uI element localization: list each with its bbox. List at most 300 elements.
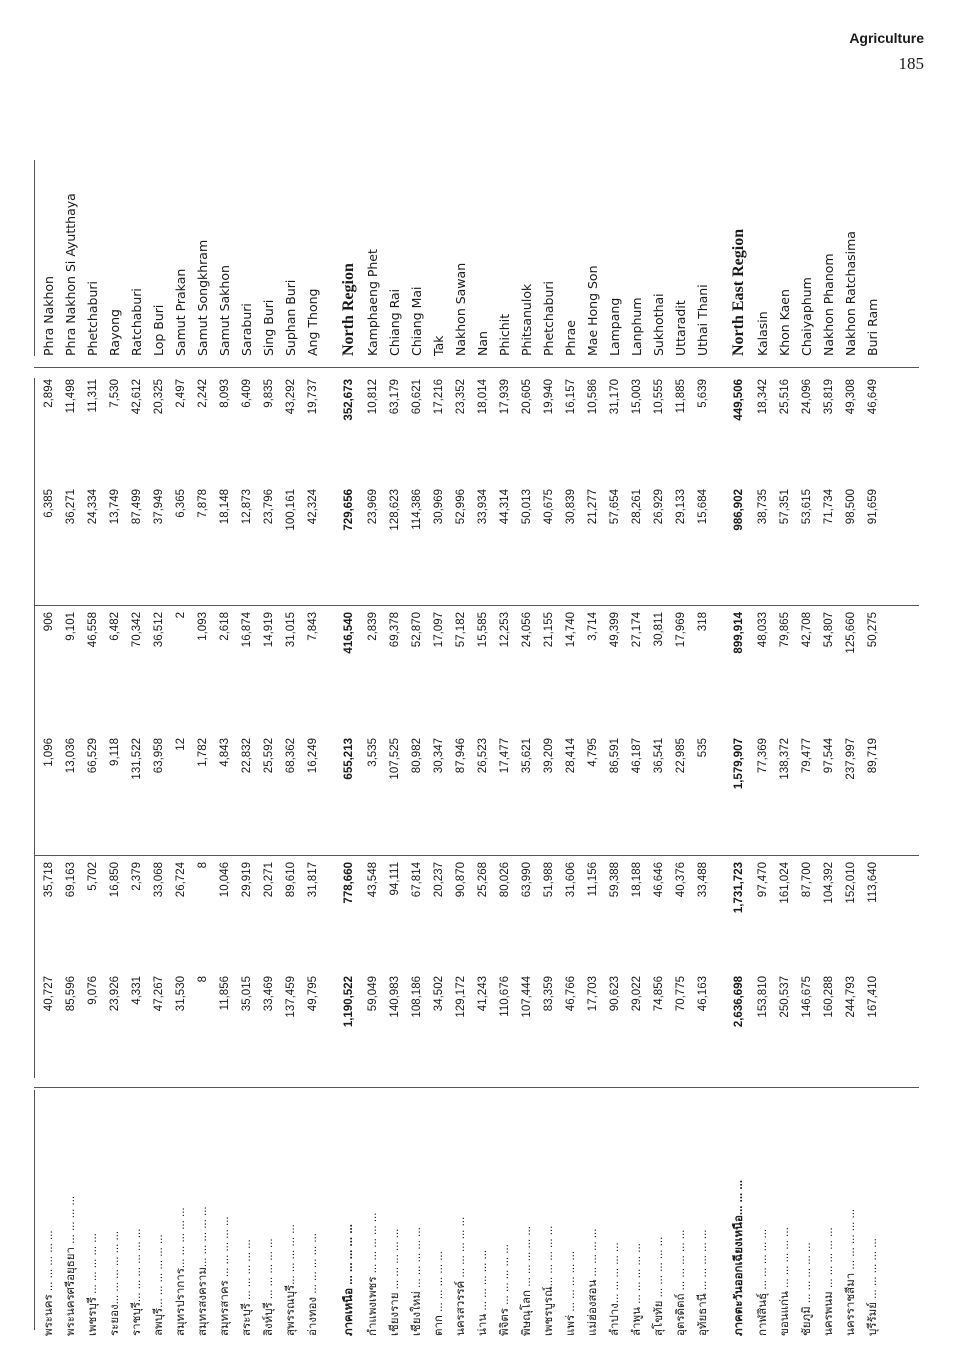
table-row (582, 156, 604, 1336)
english-province-label: Uthai Thani (695, 284, 710, 356)
value-cell: 42,612 (131, 379, 143, 415)
english-province-label: Buri Ram (865, 298, 880, 356)
statistics-table (32, 156, 932, 1336)
table-row (428, 156, 450, 1336)
thai-province-label: นครราชสีมา ... ... ... ... ... (845, 1208, 857, 1336)
thai-province-label: กำแพงเพชร ... ... ... ... ... (367, 1212, 379, 1336)
value-cell: 28,261 (631, 489, 643, 525)
table-row (302, 156, 324, 1336)
value-cell: 2,618 (219, 612, 231, 641)
english-province-label: Uttaradit (673, 300, 688, 356)
english-province-label: Chiang Mai (409, 286, 424, 356)
value-cell: 27,174 (631, 612, 643, 648)
value-cell: 46,766 (565, 976, 577, 1012)
value-cell: 129,172 (455, 976, 467, 1018)
value-cell: 52,996 (455, 489, 467, 525)
region-total-row (728, 156, 750, 1336)
value-cell: 24,096 (801, 379, 813, 415)
value-cell: 152,010 (845, 862, 857, 904)
value-cell: 6,482 (109, 612, 121, 641)
english-province-label: Phra Nakhon (41, 276, 56, 356)
value-cell: 8 (197, 862, 209, 869)
value-cell: 31,606 (565, 862, 577, 898)
value-cell: 43,292 (285, 379, 297, 415)
value-cell: 40,675 (543, 489, 555, 525)
value-cell: 91,659 (867, 489, 879, 525)
value-cell: 138,372 (779, 738, 791, 780)
value-cell: 50,013 (521, 489, 533, 525)
thai-province-label: เชียงราย ... ... ... ... ... (389, 1228, 401, 1336)
value-cell: 10,586 (587, 379, 599, 415)
value-cell: 16,850 (109, 862, 121, 898)
thai-province-label: บุรีรัมย์ ... ... ... ... ... (867, 1238, 879, 1336)
value-cell: 2,894 (43, 379, 55, 408)
english-province-label: Lanphum (629, 297, 644, 356)
english-province-label: Khon Kaen (777, 289, 792, 356)
value-cell: 36,271 (65, 489, 77, 525)
english-province-label: Samut Prakan (173, 268, 188, 356)
value-cell: 11,156 (587, 862, 599, 897)
english-province-label: Phitsanulok (519, 283, 534, 356)
thai-province-label: นครสวรรค์ ... ... ... ... ... (455, 1216, 467, 1336)
value-cell: 18,342 (757, 379, 769, 415)
value-cell: 69,163 (65, 862, 77, 898)
english-province-label: Samut Songkhram (195, 239, 210, 356)
value-cell: 51,988 (543, 862, 555, 898)
value-cell: 83,359 (543, 976, 555, 1012)
thai-province-label: สิงห์บุรี ... ... ... ... ... (263, 1238, 275, 1336)
value-cell: 89,719 (867, 738, 879, 774)
value-cell: 244,793 (845, 976, 857, 1018)
value-cell: 4,843 (219, 738, 231, 767)
value-cell: 39,209 (543, 738, 555, 774)
value-cell: 33,068 (153, 862, 165, 898)
value-cell: 2 (175, 612, 187, 619)
value-cell: 42,324 (307, 489, 319, 525)
value-cell: 19,940 (543, 379, 555, 415)
value-cell: 79,865 (779, 612, 791, 648)
value-cell: 52,870 (411, 612, 423, 648)
value-cell: 86,591 (609, 738, 621, 774)
thai-province-label: พระนครศรีอยุธยา ... ... ... ... (65, 1195, 77, 1336)
value-cell: 11,498 (65, 379, 77, 414)
value-cell: 53,615 (801, 489, 813, 525)
value-cell: 12,873 (241, 489, 253, 525)
value-cell: 97,544 (823, 738, 835, 774)
value-cell: 8 (197, 976, 209, 983)
value-cell: 87,499 (131, 489, 143, 525)
value-cell: 110,676 (499, 976, 511, 1017)
value-cell: 535 (697, 738, 709, 758)
table-row (384, 156, 406, 1336)
thai-province-label: ราชบุรี... ... ... ... ... ... (131, 1228, 143, 1336)
value-cell: 15,003 (631, 379, 643, 415)
value-cell: 67,814 (411, 862, 423, 898)
value-cell: 33,488 (697, 862, 709, 898)
value-cell: 131,522 (131, 738, 143, 780)
thai-province-label: ภาคตะวันออกเฉียงเหนือ... ... ... (733, 1179, 745, 1336)
value-cell: 14,740 (565, 612, 577, 648)
thai-province-label: แม่ฮ่องสอน ... ... ... ... (587, 1228, 599, 1336)
region-total-row (338, 156, 360, 1336)
value-cell: 31,170 (609, 379, 621, 415)
value-cell: 11,885 (675, 379, 687, 414)
english-province-label: Chaiyaphum (799, 277, 814, 356)
value-cell: 48,033 (757, 612, 769, 648)
thai-province-label: อุตรดิตถ์ ... ... ... ... ... (675, 1229, 687, 1336)
value-cell: 97,470 (757, 862, 769, 898)
value-cell: 69,378 (389, 612, 401, 648)
value-cell: 17,216 (433, 379, 445, 415)
value-cell: 108,186 (411, 976, 423, 1018)
table-row (692, 156, 714, 1336)
value-cell: 6,365 (175, 489, 187, 518)
value-cell: 899,914 (733, 612, 745, 654)
value-cell: 107,525 (389, 738, 401, 780)
value-cell: 18,148 (219, 489, 231, 525)
thai-province-label: ขอนแก่น ... ... ... ... ... (779, 1227, 791, 1336)
table-row (60, 156, 82, 1336)
table-row (862, 156, 884, 1336)
english-province-label: Ang Thong (305, 288, 320, 356)
value-cell: 986,902 (733, 489, 745, 531)
value-cell: 29,133 (675, 489, 687, 525)
value-cell: 12 (175, 738, 187, 751)
page-header (849, 30, 924, 74)
thai-province-label: น่าน ... ... ... ... ... (477, 1249, 489, 1336)
table-row (38, 156, 60, 1336)
value-cell: 31,015 (285, 612, 297, 648)
table-row (126, 156, 148, 1336)
value-cell: 36,541 (653, 738, 665, 774)
thai-province-label: ระยอง... ... ... ... ... ... (109, 1230, 121, 1336)
value-cell: 14,919 (263, 612, 275, 648)
english-province-label: Nakhon Ratchasima (843, 231, 858, 356)
value-cell: 24,334 (87, 489, 99, 525)
value-cell: 6,409 (241, 379, 253, 408)
value-cell: 90,623 (609, 976, 621, 1012)
page-number: 185 (898, 54, 924, 73)
value-cell: 87,946 (455, 738, 467, 774)
english-province-label: Samut Sakhon (217, 265, 232, 356)
value-cell: 31,530 (175, 976, 187, 1012)
thai-province-label: อุทัยธานี ... ... ... ... ... (697, 1229, 709, 1336)
value-cell: 655,213 (343, 738, 355, 780)
value-cell: 140,983 (389, 976, 401, 1018)
english-province-label: Kalasin (755, 311, 770, 356)
table-row (648, 156, 670, 1336)
value-cell: 59,049 (367, 976, 379, 1012)
value-cell: 10,555 (653, 379, 665, 415)
table-row (818, 156, 840, 1336)
table-row (560, 156, 582, 1336)
value-cell: 16,157 (565, 379, 577, 415)
value-cell: 8,093 (219, 379, 231, 408)
table-row (670, 156, 692, 1336)
table-row (406, 156, 428, 1336)
table-row (148, 156, 170, 1336)
english-province-label: Sing Buri (261, 299, 276, 356)
table-row (280, 156, 302, 1336)
value-cell: 38,735 (757, 489, 769, 525)
value-cell: 1,190,522 (343, 976, 355, 1028)
value-cell: 2,379 (131, 862, 143, 891)
table-row (516, 156, 538, 1336)
table-row (840, 156, 862, 1336)
value-cell: 104,392 (823, 862, 835, 904)
value-cell: 3,714 (587, 612, 599, 641)
value-cell: 16,874 (241, 612, 253, 648)
table-row (214, 156, 236, 1336)
value-cell: 11,311 (87, 379, 99, 413)
value-cell: 2,839 (367, 612, 379, 641)
thai-province-label: ชัยภูมิ ... ... ... ... ... (801, 1242, 813, 1336)
value-cell: 47,267 (153, 976, 165, 1012)
value-cell: 9,101 (65, 612, 77, 641)
value-cell: 10,046 (219, 862, 231, 898)
value-cell: 4,331 (131, 976, 143, 1005)
value-cell: 2,497 (175, 379, 187, 408)
value-cell: 46,187 (631, 738, 643, 774)
value-cell: 20,271 (263, 862, 275, 898)
thai-province-label: เพชรบูรณ์... ... ... ... ... (543, 1225, 555, 1336)
thai-province-label: ตาก ... ... ... ... ... (433, 1251, 445, 1336)
value-cell: 18,188 (631, 862, 643, 898)
value-cell: 37,949 (153, 489, 165, 525)
value-cell: 113,640 (867, 862, 879, 903)
value-cell: 26,929 (653, 489, 665, 525)
value-cell: 19,737 (307, 379, 319, 415)
value-cell: 40,727 (43, 976, 55, 1012)
value-cell: 23,796 (263, 489, 275, 525)
value-cell: 71,734 (823, 489, 835, 525)
value-cell: 30,839 (565, 489, 577, 525)
value-cell: 43,548 (367, 862, 379, 898)
english-province-label: North East Region (730, 228, 747, 356)
value-cell: 46,558 (87, 612, 99, 648)
value-cell: 44,314 (499, 489, 511, 525)
english-province-label: Tak (431, 335, 446, 356)
value-cell: 31,817 (307, 862, 319, 898)
table-row (362, 156, 384, 1336)
value-cell: 60,621 (411, 379, 423, 415)
value-cell: 11,856 (219, 976, 231, 1011)
value-cell: 15,585 (477, 612, 489, 648)
value-cell: 107,444 (521, 976, 533, 1018)
value-cell: 20,325 (153, 379, 165, 415)
english-province-label: Suphan Buri (283, 279, 298, 356)
table-row (450, 156, 472, 1336)
thai-province-label: พระนคร ... ... ... ... ... (43, 1230, 55, 1336)
value-cell: 20,237 (433, 862, 445, 898)
value-cell: 17,477 (499, 738, 511, 774)
value-cell: 49,795 (307, 976, 319, 1012)
value-cell: 25,516 (779, 379, 791, 415)
english-province-label: Phra Nakhon Si Ayutthaya (63, 193, 78, 356)
value-cell: 57,351 (779, 489, 791, 525)
thai-province-label: ลำปาง... ... ... ... ... (609, 1242, 621, 1336)
value-cell: 21,277 (587, 489, 599, 525)
value-cell: 17,969 (675, 612, 687, 648)
value-cell: 42,708 (801, 612, 813, 648)
value-cell: 7,530 (109, 379, 121, 408)
value-cell: 59,388 (609, 862, 621, 898)
value-cell: 30,811 (653, 612, 665, 647)
english-province-label: Lop Buri (151, 304, 166, 356)
value-cell: 87,700 (801, 862, 813, 898)
thai-province-label: เชียงใหม่ ... ... ... ... ... (411, 1227, 423, 1336)
value-cell: 23,352 (455, 379, 467, 415)
value-cell: 30,969 (433, 489, 445, 525)
value-cell: 36,512 (153, 612, 165, 648)
english-province-label: Phetchaburi (541, 281, 556, 356)
value-cell: 29,022 (631, 976, 643, 1012)
rule-top-values (34, 378, 35, 1078)
value-cell: 66,529 (87, 738, 99, 774)
thai-province-label: แพร่ ... ... ... ... ... (565, 1250, 577, 1336)
value-cell: 49,308 (845, 379, 857, 415)
value-cell: 4,795 (587, 738, 599, 767)
english-province-label: North Region (340, 263, 357, 356)
value-cell: 23,926 (109, 976, 121, 1012)
table-row (626, 156, 648, 1336)
english-province-label: Nakhon Sawan (453, 262, 468, 356)
value-cell: 33,469 (263, 976, 275, 1012)
value-cell: 13,036 (65, 738, 77, 774)
value-cell: 17,097 (433, 612, 445, 648)
value-cell: 12,253 (499, 612, 511, 648)
value-cell: 68,362 (285, 738, 297, 774)
value-cell: 57,182 (455, 612, 467, 648)
value-cell: 318 (697, 612, 709, 632)
value-cell: 98,500 (845, 489, 857, 525)
value-cell: 729,656 (343, 489, 355, 531)
value-cell: 25,592 (263, 738, 275, 774)
english-province-label: Saraburi (239, 303, 254, 356)
value-cell: 5,639 (697, 379, 709, 408)
value-cell: 449,506 (733, 379, 745, 421)
value-cell: 63,958 (153, 738, 165, 774)
value-cell: 237,997 (845, 738, 857, 780)
value-cell: 35,718 (43, 862, 55, 898)
value-cell: 24,056 (521, 612, 533, 648)
value-cell: 46,646 (653, 862, 665, 898)
value-cell: 114,386 (411, 489, 423, 530)
value-cell: 2,242 (197, 379, 209, 408)
value-cell: 25,268 (477, 862, 489, 898)
value-cell: 167,410 (867, 976, 879, 1018)
table-row (604, 156, 626, 1336)
value-cell: 7,843 (307, 612, 319, 641)
value-cell: 21,155 (543, 612, 555, 648)
value-cell: 29,919 (241, 862, 253, 898)
rule-top-thai (34, 1090, 35, 1330)
table-row (538, 156, 560, 1336)
english-province-label: Sukhothai (651, 293, 666, 356)
value-cell: 146,675 (801, 976, 813, 1018)
value-cell: 28,414 (565, 738, 577, 774)
value-cell: 153,810 (757, 976, 769, 1018)
value-cell: 15,684 (697, 489, 709, 525)
value-cell: 50,275 (867, 612, 879, 648)
english-province-label: Phrae (563, 320, 578, 356)
thai-province-label: สระบุรี ... ... ... ... ... (241, 1239, 253, 1336)
value-cell: 778,660 (343, 862, 355, 904)
table-row (774, 156, 796, 1336)
value-cell: 34,502 (433, 976, 445, 1012)
table-row (170, 156, 192, 1336)
table-row (104, 156, 126, 1336)
thai-province-label: กาฬสินธุ์ ... ... ... ... ... (757, 1228, 769, 1336)
table-row (258, 156, 280, 1336)
rule-top-english (34, 160, 35, 356)
table-row (82, 156, 104, 1336)
value-cell: 1,093 (197, 612, 209, 641)
value-cell: 6,385 (43, 489, 55, 518)
value-cell: 125,660 (845, 612, 857, 654)
value-cell: 30,347 (433, 738, 445, 774)
value-cell: 80,026 (499, 862, 511, 898)
table-row (752, 156, 774, 1336)
value-cell: 40,376 (675, 862, 687, 898)
english-province-label: Nakhon Phanom (821, 253, 836, 356)
english-province-label: Ratchaburi (129, 288, 144, 356)
value-cell: 46,649 (867, 379, 879, 415)
value-cell: 70,775 (675, 976, 687, 1012)
value-cell: 100,161 (285, 489, 297, 531)
english-province-label: Rayong (107, 309, 122, 356)
english-province-label: Phetchaburi (85, 281, 100, 356)
thai-province-label: พิษณุโลก ... ... ... ... ... (521, 1226, 533, 1336)
thai-province-label: อ่างทอง ... ... ... ... ... (307, 1233, 319, 1336)
value-cell: 33,934 (477, 489, 489, 525)
thai-province-label: ภาคเหนือ ... ... ... ... ... (343, 1224, 355, 1336)
value-cell: 2,636,698 (733, 976, 745, 1028)
value-cell: 13,749 (109, 489, 121, 525)
value-cell: 20,605 (521, 379, 533, 415)
value-cell: 1,579,907 (733, 738, 745, 790)
value-cell: 90,870 (455, 862, 467, 898)
value-cell: 63,990 (521, 862, 533, 898)
english-province-label: Kamphaeng Phet (365, 249, 380, 356)
value-cell: 250,537 (779, 976, 791, 1018)
thai-province-label: สุพรรณบุรี... ... ... ... ... (285, 1224, 297, 1336)
table-row (192, 156, 214, 1336)
value-cell: 35,819 (823, 379, 835, 415)
table-row (472, 156, 494, 1336)
table-row (796, 156, 818, 1336)
value-cell: 79,477 (801, 738, 813, 774)
value-cell: 41,243 (477, 976, 489, 1012)
value-cell: 54,807 (823, 612, 835, 648)
thai-province-label: สมุทรสาคร ... ... ... ... ... (219, 1216, 231, 1336)
thai-province-label: สมุทรสงคราม... ... ... ... ... (197, 1206, 209, 1336)
value-cell: 906 (43, 612, 55, 632)
value-cell: 35,621 (521, 738, 533, 774)
thai-province-label: สมุทรปราการ... ... ... ... ... (175, 1207, 187, 1336)
value-cell: 35,015 (241, 976, 253, 1012)
value-cell: 80,982 (411, 738, 423, 774)
value-cell: 18,014 (477, 379, 489, 415)
value-cell: 352,673 (343, 379, 355, 421)
section-label: Agriculture (849, 30, 924, 46)
value-cell: 26,724 (175, 862, 187, 898)
value-cell: 10,812 (367, 379, 379, 415)
thai-province-label: สุโขทัย ... ... ... ... ... (653, 1236, 665, 1336)
table-row (494, 156, 516, 1336)
value-cell: 1,096 (43, 738, 55, 767)
thai-province-label: พิจิตร ... ... ... ... ... (499, 1244, 511, 1336)
